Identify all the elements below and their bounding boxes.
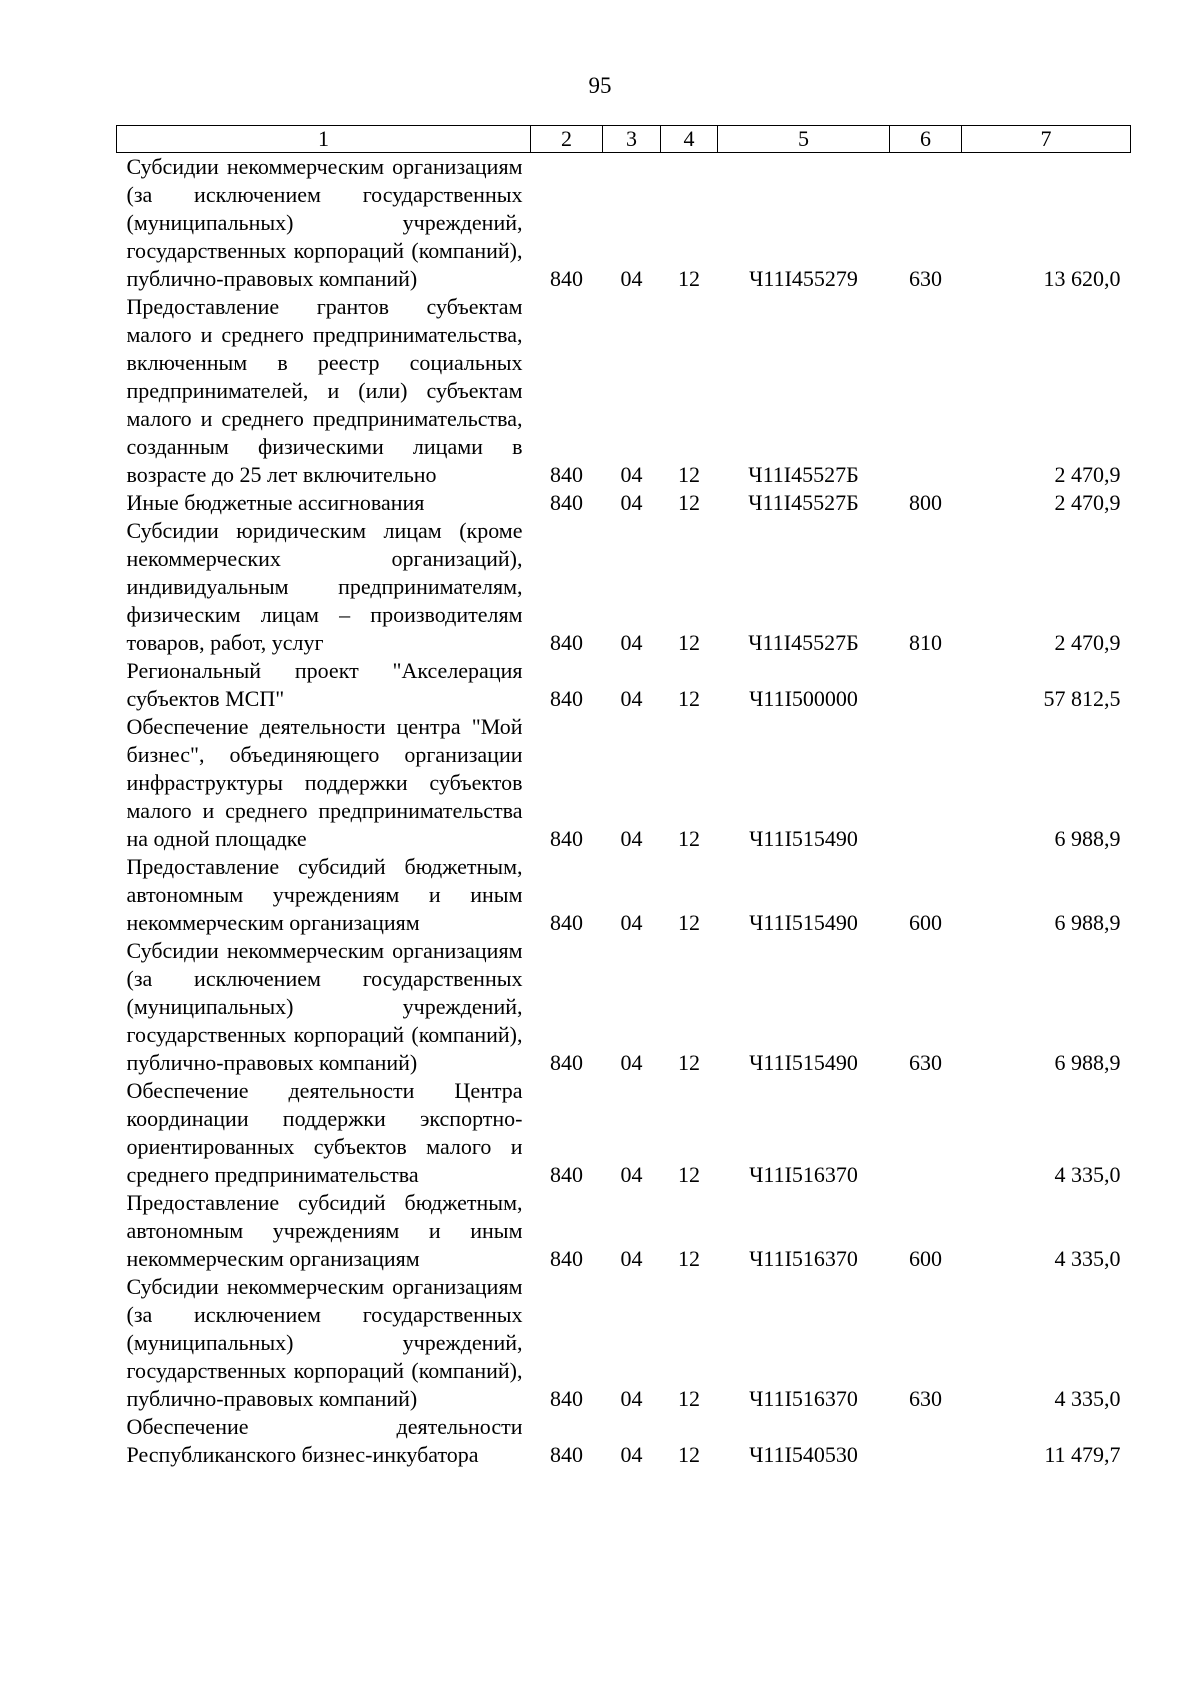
row-amount: 13 620,0 xyxy=(1043,266,1121,291)
row-code-target-item: Ч11I540530 xyxy=(749,1442,858,1467)
row-code-subsection: 12 xyxy=(678,462,700,487)
row-code-target-item: Ч11I45527Б xyxy=(748,462,859,487)
row-code-target-item: Ч11I45527Б xyxy=(748,630,859,655)
row-amount: 57 812,5 xyxy=(1043,686,1121,711)
budget-table xyxy=(116,125,1131,1469)
row-code-subsection: 12 xyxy=(678,1386,700,1411)
row-code-section: 04 xyxy=(620,1246,643,1271)
row-code-subsection: 12 xyxy=(678,630,700,655)
table-row xyxy=(117,1189,1131,1273)
table-row xyxy=(117,489,1131,517)
row-description: Субсидии некоммерческим организациям (за исключением государственных (муниципальных) учреждений, государственных корпораций (компаний), публично-правовых компаний) xyxy=(126,938,523,1075)
row-code-subsection: 12 xyxy=(678,266,700,291)
row-code-section: 04 xyxy=(620,630,643,655)
row-code-expense-type: 630 xyxy=(909,266,942,291)
row-code-target-item: Ч11I500000 xyxy=(749,686,858,711)
page-number: 95 xyxy=(588,73,612,98)
row-amount: 2 470,9 xyxy=(1054,462,1121,487)
row-code-section: 04 xyxy=(620,1386,643,1411)
row-code-subsection: 12 xyxy=(678,826,700,851)
row-amount: 2 470,9 xyxy=(1054,490,1121,515)
table-row xyxy=(117,517,1131,657)
row-code-ministry: 840 xyxy=(550,1386,583,1411)
row-description: Обеспечение деятельности центра "Мой бизнес", объединяющего организации инфраструктуры поддержки субъектов малого и среднего предпринимательства на одной площадке xyxy=(126,714,523,851)
column-header-1: 1 xyxy=(117,126,531,153)
row-amount: 4 335,0 xyxy=(1054,1162,1121,1187)
column-header-4: 4 xyxy=(661,126,718,153)
table-row xyxy=(117,853,1131,937)
row-code-expense-type: 600 xyxy=(909,910,942,935)
row-amount: 6 988,9 xyxy=(1054,826,1121,851)
row-code-ministry: 840 xyxy=(550,490,583,515)
row-amount: 2 470,9 xyxy=(1054,630,1121,655)
row-code-section: 04 xyxy=(620,462,643,487)
row-description: Предоставление субсидий бюджетным, автономным учреждениям и иным некоммерческим организациям xyxy=(126,1190,523,1271)
row-code-expense-type xyxy=(890,1413,962,1469)
row-description: Иные бюджетные ассигнования xyxy=(126,490,425,515)
row-code-target-item: Ч11I516370 xyxy=(749,1386,858,1411)
row-code-section: 04 xyxy=(620,266,643,291)
row-code-section: 04 xyxy=(620,1442,643,1467)
row-code-subsection: 12 xyxy=(678,1246,700,1271)
row-code-ministry: 840 xyxy=(550,1246,583,1271)
row-code-subsection: 12 xyxy=(678,490,700,515)
row-code-ministry: 840 xyxy=(550,1162,583,1187)
column-header-7: 7 xyxy=(962,126,1131,153)
table-row xyxy=(117,293,1131,489)
row-code-expense-type: 810 xyxy=(909,630,942,655)
row-amount: 6 988,9 xyxy=(1054,910,1121,935)
row-amount: 4 335,0 xyxy=(1054,1386,1121,1411)
row-amount: 4 335,0 xyxy=(1054,1246,1121,1271)
table-body xyxy=(117,153,1131,1470)
row-code-section: 04 xyxy=(620,490,643,515)
row-code-ministry: 840 xyxy=(550,1442,583,1467)
row-code-subsection: 12 xyxy=(678,1442,700,1467)
row-code-expense-type: 630 xyxy=(909,1050,942,1075)
row-description: Субсидии некоммерческим организациям (за исключением государственных (муниципальных) учреждений, государственных корпораций (компаний), публично-правовых компаний) xyxy=(126,1274,523,1411)
row-code-expense-type: 800 xyxy=(909,490,942,515)
column-header-6: 6 xyxy=(890,126,962,153)
row-code-subsection: 12 xyxy=(678,1050,700,1075)
row-code-target-item: Ч11I516370 xyxy=(749,1162,858,1187)
row-code-ministry: 840 xyxy=(550,630,583,655)
table-row xyxy=(117,1077,1131,1189)
row-code-expense-type xyxy=(890,293,962,489)
row-code-target-item: Ч11I515490 xyxy=(749,826,858,851)
table-row xyxy=(117,937,1131,1077)
table-header-row xyxy=(117,126,1131,153)
row-code-ministry: 840 xyxy=(550,1050,583,1075)
row-code-ministry: 840 xyxy=(550,686,583,711)
column-header-2: 2 xyxy=(531,126,603,153)
row-description: Обеспечение деятельности Центра координации поддержки экспортно-ориентированных субъектов малого и среднего предпринимательства xyxy=(126,1078,523,1187)
row-amount: 11 479,7 xyxy=(1044,1442,1121,1467)
row-description: Предоставление субсидий бюджетным, автономным учреждениям и иным некоммерческим организациям xyxy=(126,854,523,935)
table-row xyxy=(117,1413,1131,1469)
table-row xyxy=(117,713,1131,853)
row-code-section: 04 xyxy=(620,1050,643,1075)
row-code-target-item: Ч11I516370 xyxy=(749,1246,858,1271)
table-row xyxy=(117,153,1131,294)
row-amount: 6 988,9 xyxy=(1054,1050,1121,1075)
row-code-target-item: Ч11I45527Б xyxy=(748,490,859,515)
row-code-expense-type xyxy=(890,713,962,853)
table-row xyxy=(117,657,1131,713)
row-code-section: 04 xyxy=(620,910,643,935)
row-code-target-item: Ч11I455279 xyxy=(749,266,858,291)
column-header-3: 3 xyxy=(603,126,661,153)
row-code-section: 04 xyxy=(620,826,643,851)
row-code-ministry: 840 xyxy=(550,826,583,851)
row-code-subsection: 12 xyxy=(678,910,700,935)
row-code-expense-type xyxy=(890,1077,962,1189)
row-description: Субсидии юридическим лицам (кроме некоммерческих организаций), индивидуальным предпринимателям, физическим лицам – производителям товаров, работ, услуг xyxy=(126,518,523,655)
row-code-target-item: Ч11I515490 xyxy=(749,1050,858,1075)
row-code-subsection: 12 xyxy=(678,1162,700,1187)
column-header-5: 5 xyxy=(718,126,890,153)
row-code-expense-type: 630 xyxy=(909,1386,942,1411)
row-code-section: 04 xyxy=(620,686,643,711)
row-code-expense-type xyxy=(890,657,962,713)
row-code-section: 04 xyxy=(620,1162,643,1187)
row-code-target-item: Ч11I515490 xyxy=(749,910,858,935)
row-code-ministry: 840 xyxy=(550,266,583,291)
row-description: Субсидии некоммерческим организациям (за исключением государственных (муниципальных) учреждений, государственных корпораций (компаний), публично-правовых компаний) xyxy=(126,154,523,291)
row-code-subsection: 12 xyxy=(678,686,700,711)
row-description: Предоставление грантов субъектам малого и среднего предпринимательства, включенным в реестр социальных предпринимателей, и (или) субъектам малого и среднего предпринимательства, созданным физическими лицами в возрасте до 25 лет включительно xyxy=(126,294,523,487)
row-description: Региональный проект "Акселерация субъектов МСП" xyxy=(126,658,523,711)
row-description: Обеспечение деятельности Республиканского бизнес-инкубатора xyxy=(126,1414,523,1467)
row-code-ministry: 840 xyxy=(550,462,583,487)
row-code-ministry: 840 xyxy=(550,910,583,935)
table-row xyxy=(117,1273,1131,1413)
row-code-expense-type: 600 xyxy=(909,1246,942,1271)
